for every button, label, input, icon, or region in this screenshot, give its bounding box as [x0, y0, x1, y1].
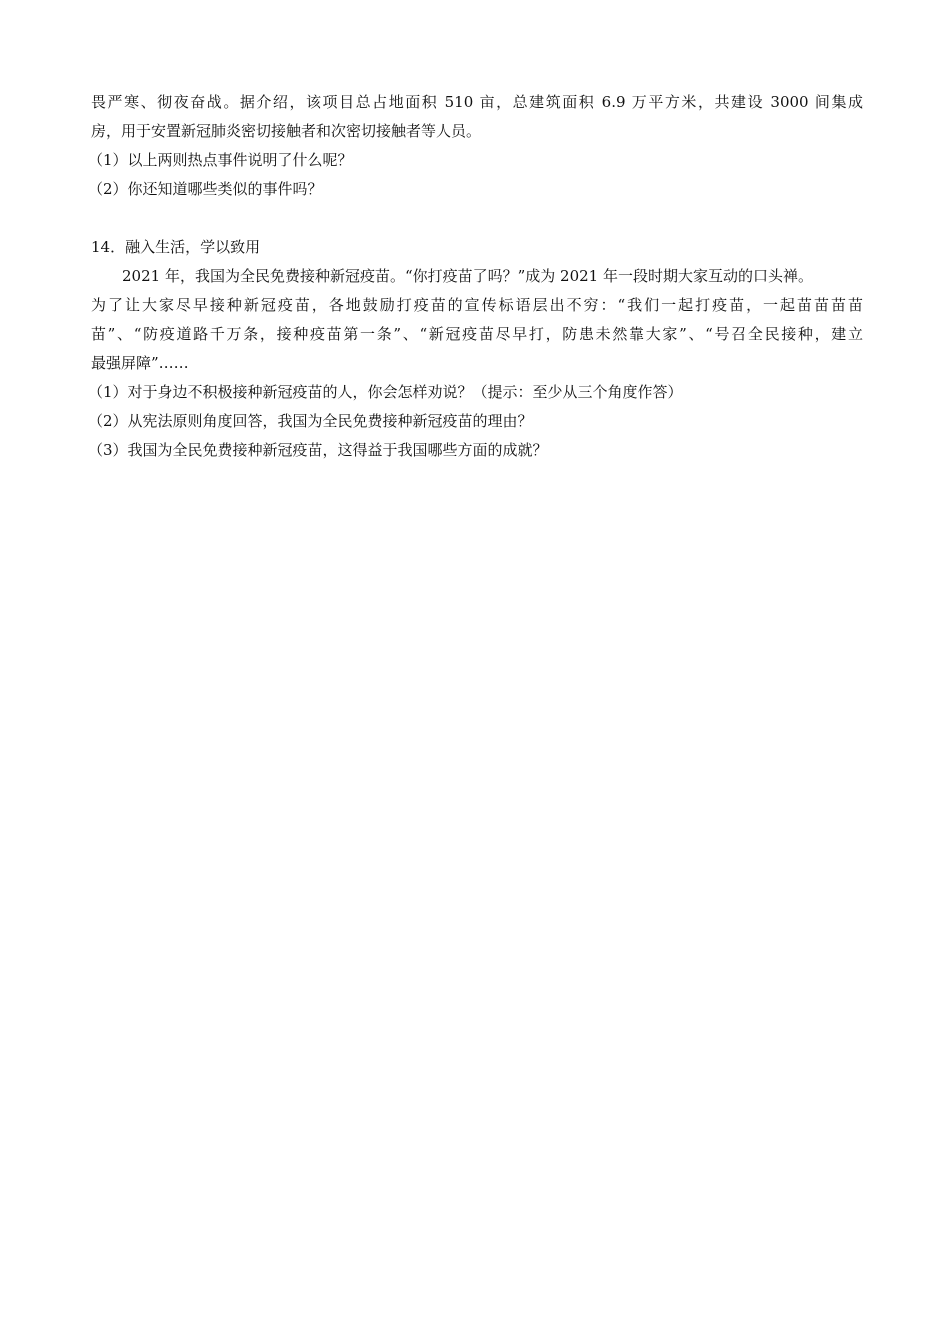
q14-material-line-3: 苗”、“防疫道路千万条，接种疫苗第一条”、“新冠疫苗尽早打，防患未然靠大家”、“号召全民接种，建立	[91, 325, 863, 343]
q13-subquestions	[88, 146, 863, 204]
q14-material	[91, 262, 863, 378]
question-14	[88, 233, 863, 465]
intro-paragraph	[91, 88, 863, 146]
q13-subquestion-2: （2）你还知道哪些类似的事件吗？	[88, 180, 323, 198]
q14-subquestions	[88, 378, 863, 465]
q13-subquestion-1: （1）以上两则热点事件说明了什么呢？	[88, 151, 353, 169]
intro-line-1: 畏严寒、彻夜奋战。据介绍，该项目总占地面积 510 亩，总建筑面积 6.9 万平方米，共建设 3000 间集成	[91, 93, 863, 111]
q14-material-line-2: 为了让大家尽早接种新冠疫苗，各地鼓励打疫苗的宣传标语层出不穷：“我们一起打疫苗，一起苗苗苗苗	[91, 296, 863, 314]
q14-heading: 14．融入生活，学以致用	[91, 238, 261, 256]
q14-material-line-1: 2021 年，我国为全民免费接种新冠疫苗。“你打疫苗了吗？”成为 2021 年一段时期大家互动的口头禅。	[122, 267, 813, 285]
q14-material-line-4: 最强屏障”……	[91, 354, 189, 372]
page-content	[88, 88, 863, 465]
q14-subquestion-2: （2）从宪法原则角度回答，我国为全民免费接种新冠疫苗的理由？	[88, 412, 533, 430]
q14-subquestion-3: （3）我国为全民免费接种新冠疫苗，这得益于我国哪些方面的成就？	[88, 441, 548, 459]
intro-line-2: 房，用于安置新冠肺炎密切接触者和次密切接触者等人员。	[91, 122, 482, 140]
q14-subquestion-1: （1）对于身边不积极接种新冠疫苗的人，你会怎样劝说？（提示：至少从三个角度作答）	[88, 383, 683, 401]
